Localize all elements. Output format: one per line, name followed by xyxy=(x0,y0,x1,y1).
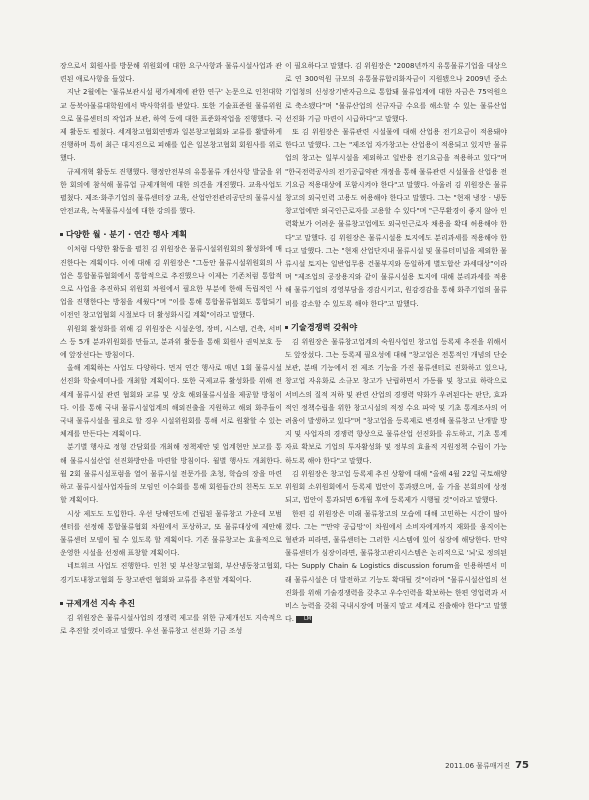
paragraph-text: 한편 김 위원장은 미래 물류창고의 모습에 대해 고민하는 시간이 많아졌다. 그는 "'만약 공급망'이 차원에서 소비자에게까지 재화를 움직이는 혈관과 피라면, 물류센터는 그러한 시스템에 있어 심장에 해당한다. 만약 물류센터가 심장이라면, 물류창고관리시스템은 논리적으로 '뇌'로 정의된다는 Supply Chain & Logistics discussion forum을 인용하면서 미래 물류시설은 더 발전하고 기능도 확대될 것"이라며 "물류시설산업의 선진화를 위해 기술경쟁력을 갖추고 우수인력을 확보하는 한편 영업력과 서비스 능력을 갖춰 국내시장에 머물지 말고 세계로 진출해야 한다"고 말했다. xyxy=(285,509,507,624)
page-number: 75 xyxy=(515,760,529,771)
end-mark: LM xyxy=(296,616,312,623)
paragraph: 지난 2월에는 '물류보관시설 평가체계에 관한 연구' 논문으로 인천대학교 동북아물류대학원에서 박사학위를 받았다. 또한 기술표준원 물류위원으로 물류센터의 작업과 보관, 하역 등에 대한 표준화작업을 진행했다. 국제 활동도 펼쳤다. 세계창고협회연맹과 일본창고협회와 교류를 활발하게 진행하며 특히 최근 대지진으로 피해를 입은 일본창고협회 회원사를 위로했다. xyxy=(60,88,282,163)
paragraph: 분기별 행사로 정형 간담회를 개최해 정책제안 및 업계현안 보고를 통해 물류시설산업 선진화방안을 마련할 방침이다. 월별 행사도 개최한다. 월 2회 물류시설포럼을 열어 물류시설 전문가를 초청, 학습의 장을 마련하고 물류시설사업자들의 모임인 이수회를 통해 회원들간의 친목도 도모할 계획이다. xyxy=(60,443,282,505)
section-heading: 기술경쟁력 갖춰야 xyxy=(285,321,507,334)
paragraph: 김 위원장은 창고업 등록제 추진 상황에 대해 "올해 4월 22일 국토해양위원회 소위원회에서 등록제 법안이 통과됐으며, 올 가을 본회의에 상정되고, 법안이 통과되면 6개월 후에 등록제가 시행될 것"이라고 말했다. xyxy=(285,469,507,505)
paragraph xyxy=(285,508,507,627)
issue-label: 2011.06 물류매거진 xyxy=(445,762,511,770)
right-column xyxy=(285,60,507,765)
paragraph: 네트워크 사업도 진행한다. 인천 및 부산창고협회, 부산냉동창고협회, 경기도내창고협회 등 창고관련 협회와 교류를 추진할 계획이다. xyxy=(60,562,282,584)
paragraph: 규제개혁 활동도 진행했다. 행정안전부의 유통물류 개선사항 발굴을 위한 회의에 참석해 물류업 규제개혁에 대한 의견을 개진했다. 교육사업도 펼쳤다. 제조·화주기업의 물류센터장 교육, 산업안전관리공단의 물류시설 안전교육, 녹색물류시설에 대한 강의를 했다. xyxy=(60,167,282,216)
paragraph: 올해 계획하는 사업도 다양하다. 먼저 연간 행사로 매년 1회 물류시설선진화 학술세미나를 개최할 계획이다. 또한 국제교류 활성화를 위해 전세계 물류시설 관련 협회와 교류 및 상호 해외물류시설을 제공할 방침이다. 이를 통해 국내 물류시설업계의 해외진출을 지원하고 해외 화주들이 국내 물류시설을 필요로 할 경우 시설위원회를 통해 서로 원활할 수 있는 체계를 만든다는 계획이다. xyxy=(60,364,282,439)
page-footer xyxy=(445,760,529,771)
paragraph: 이처럼 다양한 활동을 펼친 김 위원장은 물류시설위원회의 활성화에 매진한다는 계획이다. 이에 대해 김 위원장은 "그동안 물류시설위원회의 사업은 통합물류협회에서 통합적으로 추진했으나 이제는 기존처럼 통합적 으로 사업을 추진하되 위원회 차원에서 필요한 부분에 한해 독립적인 사업을 진행한다는 방침을 세웠다"며 "이를 통해 통합물류협회도 통합되기 이전인 창고업협회 시절보다 더 활성화시킬 계획"이라고 말했다. xyxy=(60,245,282,320)
paragraph: 이 필요하다고 말했다. 김 위원장은 "2008년까지 유통물류기업을 대상으로 연 300억원 규모의 유통물류합리화자금이 지원됐으나 2009년 중소기업청의 신성장기반자금으로 통합돼 물류업계에 대한 자금은 75억원으로 축소됐다"며 "물류산업의 신규자금 수요를 해소할 수 있는 물류산업 선진화 기금 마련이 시급하다"고 말했다. xyxy=(285,62,507,123)
paragraph: 또 김 위원장은 물류관련 시설물에 대해 산업용 전기요금이 적용돼야 한다고 말했다. 그는 "제조업 자가창고는 산업용이 적용되고 있지만 물류업의 창고는 일부시설을 제외하고 일반용 전기요금을 적용하고 있다"며 "한국전력공사의 전기공급약관 개정을 통해 물류관련 시설물을 산업용 전기요금 적용대상에 포함시켜야 한다"고 말했다. 아울러 김 위원장은 물류창고의 외국인력 고용도 허용해야 한다고 말했다. 그는 "현재 냉장 · 냉동창고업에만 외국인근로자를 고용할 수 있다"며 "근무환경이 좋지 않아 인력확보가 어려운 물류창고업에도 외국인근로자 채용을 확대 허용해야 한다"고 말했다. 김 위원장은 물류시설용 토지에도 분리과세를 적용해야 한다고 말했다. 그는 "현재 산업단지내 물류시설 및 물류터미널을 제외한 물류시설 토지는 일반업무용 건물부지와 동일하게 별도합산 과세대상"이라며 "제조업의 공장용지와 같이 물류시설용 토지에 대해 분리과세를 적용해 물류기업의 경영부담을 경감시키고, 원감경감을 통해 화주기업의 물류비를 감소할 수 있도록 해야 한다"고 말했다. xyxy=(285,128,507,308)
section-heading: 규제개선 지속 추진 xyxy=(60,597,282,610)
paragraph: 김 위원장은 물류시설사업의 경쟁력 제고를 위한 규제개선도 지속적으로 추진할 것이라고 말했다. 우선 물류창고 선진화 기금 조성 xyxy=(60,613,282,635)
paragraph: 위원회 활성화를 위해 김 위원장은 시설운영, 장비, 시스템, 건축, 서비스 등 5개 분과위원회를 만들고, 분과위 활동을 통해 회원사 권익보호 등에 앞장선다는 방침이다. xyxy=(60,324,282,360)
section-heading: 다양한 월 · 분기 · 연간 행사 계획 xyxy=(60,228,282,241)
paragraph: 시상 제도도 도입한다. 우선 당해연도에 건립된 물류창고 가운데 모범 센터를 선정해 통합물류협회 차원에서 포상하고, 또 물류대상에 제안해 물류센터 모델이 될 수 있도록 할 계획이다. 기존 물류창고는 효율적으로 운영한 시설을 선정해 표창할 계획이다. xyxy=(60,509,282,558)
paragraph: 김 위원장은 물류창고업계의 숙원사업인 창고업 등록제 추진을 위해서도 앞장섰다. 그는 등록제 필요성에 대해 "창고업은 전통적인 개념의 단순 보관, 분배 기능에서 전 제조 기능을 가진 물류센터로 진화하고 있으나, 창고업 자유화로 소규모 창고가 난립하면서 가동률 및 창고료 하락으로 서비스의 질적 저하 및 관련 산업의 경쟁력 약화가 우려된다는 판단, 효과적인 정책수립을 위한 창고시설의 적정 수요 파악 및 기초 통계조사의 어려움이 발생하고 있다"며 "창고업을 등록제로 변경해 물류창고 난개발 방지 및 사업자의 경쟁력 향상으로 물류산업 선진화를 유도하고, 기초 통계자료 확보로 기업의 투자활성화 및 정부의 효율적 지원정책 수립이 가능하도록 해야 한다"고 말했다. xyxy=(285,337,507,465)
left-column xyxy=(60,60,282,760)
paragraph: 장으로서 회원사를 방문해 위원회에 대한 요구사항과 물류시설사업과 관련된 애로사항을 들었다. xyxy=(60,62,282,84)
